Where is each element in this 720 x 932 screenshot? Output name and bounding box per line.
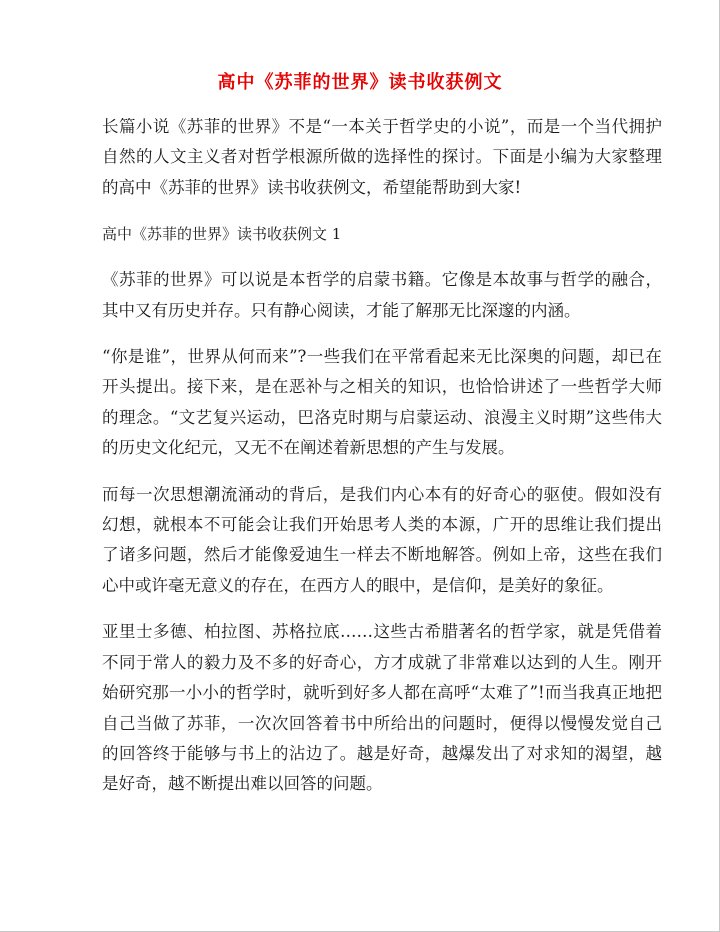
intro-paragraph: 长篇小说《苏菲的世界》不是“一本关于哲学史的小说”，而是一个当代拥护自然的人文主义者对哲学根源所做的选择性的探讨。下面是小编为大家整理的高中《苏菲的世界》读书收获例文，希望能帮助到大家! bbox=[102, 117, 662, 197]
document-body bbox=[102, 112, 662, 816]
body-paragraph-4: 亚里士多德、柏拉图、苏格拉底……这些古希腊著名的哲学家，就是凭借着不同于常人的毅力及不多的好奇心，方才成就了非常难以达到的人生。刚开始研究那一小小的哲学时，就听到好多人都在高呼“太难了”!而当我真正地把自己当做了苏菲，一次次回答着书中所给出的问题时，便得以慢慢发觉自己的回答终于能够与书上的沾边了。越是好奇，越爆发出了对求知的渴望，越是好奇，越不断提出难以回答的问题。 bbox=[102, 622, 662, 794]
body-paragraph-1: 《苏菲的世界》可以说是本哲学的启蒙书籍。它像是本故事与哲学的融合，其中又有历史并存。只有静心阅读，才能了解那无比深邃的内涵。 bbox=[102, 270, 662, 320]
section-heading: 高中《苏菲的世界》读书收获例文 1 bbox=[102, 225, 342, 244]
document-title: 高中《苏菲的世界》读书收获例文 bbox=[217, 72, 503, 93]
body-paragraph-3: 而每一次思想潮流涌动的背后，是我们内心本有的好奇心的驱使。假如没有幻想，就根本不可能会让我们开始思考人类的本源，广开的思维让我们提出了诸多问题，然后才能像爱迪生一样去不断地解答。例如上帝，这些在我们心中或许毫无意义的存在，在西方人的眼中，是信仰，是美好的象征。 bbox=[102, 484, 662, 595]
body-paragraph-2: “你是谁”，世界从何而来”?一些我们在平常看起来无比深奥的问题，却已在开头提出。接下来，是在恶补与之相关的知识，也恰恰讲述了一些哲学大师的理念。“文艺复兴运动，巴洛克时期与启蒙运动、浪漫主义时期”这些伟大的历史文化纪元，又无不在阐述着新思想的产生与发展。 bbox=[102, 347, 662, 458]
